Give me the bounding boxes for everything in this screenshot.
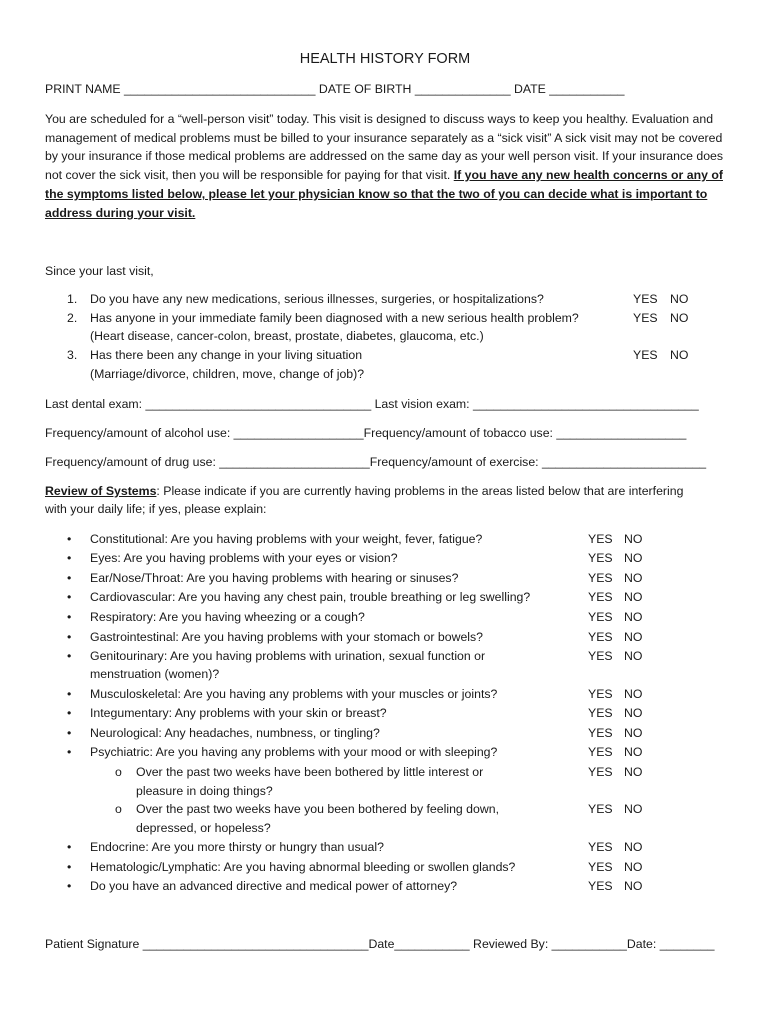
ros-yes-option[interactable]: YES [588, 610, 613, 624]
bullet-icon: • [67, 726, 72, 740]
ros-item-text: Respiratory: Are you having wheezing or a cough? [90, 610, 365, 624]
q3-number: 3. [67, 348, 78, 362]
bullet-icon: • [67, 840, 72, 854]
substance-line[interactable]: Frequency/amount of alcohol use: ___________________Frequency/amount of tobacco use: ___________________ [45, 426, 687, 440]
form-title: HEALTH HISTORY FORM [299, 51, 471, 67]
ros-no-option[interactable]: NO [624, 649, 643, 663]
q1-text: Do you have any new medications, serious illnesses, surgeries, or hospitalizations? [90, 292, 544, 306]
ros-no-option[interactable]: NO [624, 571, 643, 585]
bullet-icon: • [67, 879, 72, 893]
ros-item-text: Neurological: Any headaches, numbness, or tingling? [90, 726, 380, 740]
ros-no-option[interactable]: NO [624, 860, 643, 874]
ros-yes-option[interactable]: YES [588, 532, 613, 546]
q2-no[interactable]: NO [670, 311, 689, 325]
ros-yes-option[interactable]: YES [588, 765, 613, 779]
ros-no-option[interactable]: NO [624, 802, 643, 816]
ros-yes-option[interactable]: YES [588, 687, 613, 701]
bullet-icon: • [67, 610, 72, 624]
signature-line[interactable]: Patient Signature _________________________________Date___________ Reviewed By: ___________Date: ________ [45, 937, 715, 951]
ros-item-text: Ear/Nose/Throat: Are you having problems with hearing or sinuses? [90, 571, 459, 585]
ros-no-option[interactable]: NO [624, 745, 643, 759]
ros-no-option[interactable]: NO [624, 840, 643, 854]
bullet-icon: • [67, 571, 72, 585]
ros-item-text: Gastrointestinal: Are you having problems with your stomach or bowels? [90, 630, 484, 644]
ros-subitem-text-2: depressed, or hopeless? [136, 821, 271, 835]
q3-no[interactable]: NO [670, 348, 689, 362]
ros-no-option[interactable]: NO [624, 765, 643, 779]
ros-item-text: Cardiovascular: Are you having any chest pain, trouble breathing or leg swelling? [90, 590, 531, 604]
q3-yes[interactable]: YES [633, 348, 658, 362]
ros-no-option[interactable]: NO [624, 687, 643, 701]
since-label: Since your last visit, [45, 264, 154, 278]
ros-item-text: Eyes: Are you having problems with your eyes or vision? [90, 551, 398, 565]
ros-yes-option[interactable]: YES [588, 706, 613, 720]
ros-no-option[interactable]: NO [624, 551, 643, 565]
ros-intro-line1 [45, 484, 683, 499]
q3-text: Has there been any change in your living situation [90, 348, 363, 362]
bullet-icon: • [67, 745, 72, 759]
sub-bullet-icon: o [115, 765, 122, 779]
ros-yes-option[interactable]: YES [588, 590, 613, 604]
ros-item-text-2: menstruation (women)? [90, 667, 220, 681]
bullet-icon: • [67, 687, 72, 701]
ros-yes-option[interactable]: YES [588, 879, 613, 893]
ros-subitem-text: Over the past two weeks have been bothered by little interest or [136, 765, 484, 779]
q1-yes[interactable]: YES [633, 292, 658, 306]
bullet-icon: • [67, 551, 72, 565]
header-fields-line[interactable]: PRINT NAME ____________________________ DATE OF BIRTH ______________ DATE ___________ [45, 82, 625, 96]
ros-yes-option[interactable]: YES [588, 860, 613, 874]
ros-no-option[interactable]: NO [624, 590, 643, 604]
ros-no-option[interactable]: NO [624, 630, 643, 644]
ros-no-option[interactable]: NO [624, 706, 643, 720]
ros-intro-line2: with your daily life; if yes, please explain: [45, 502, 267, 516]
ros-no-option[interactable]: NO [624, 532, 643, 546]
ros-yes-option[interactable]: YES [588, 571, 613, 585]
bullet-icon: • [67, 590, 72, 604]
ros-no-option[interactable]: NO [624, 610, 643, 624]
drug-exercise-line[interactable]: Frequency/amount of drug use: ______________________Frequency/amount of exercise: ________________________ [45, 455, 707, 469]
ros-item-text: Integumentary: Any problems with your skin or breast? [90, 706, 387, 720]
bullet-icon: • [67, 630, 72, 644]
ros-yes-option[interactable]: YES [588, 649, 613, 663]
ros-heading: Review of Systems [45, 484, 157, 498]
ros-yes-option[interactable]: YES [588, 745, 613, 759]
q2-yes[interactable]: YES [633, 311, 658, 325]
ros-yes-option[interactable]: YES [588, 630, 613, 644]
ros-item-text: Constitutional: Are you having problems with your weight, fever, fatigue? [90, 532, 483, 546]
intro-text: You are scheduled for a “well-person visit” today. This visit is designed to discuss ways to keep you healthy. Evaluation and management of medical problems must be billed to your insurance separately as a “sick visit” A sick visit may not be covered by your insurance if those medical problems are addressed on the same day as your well person visit. If your insurance does not cover the sick visit, then you will be responsible for paying for that visit. [45, 112, 724, 183]
q1-no[interactable]: NO [670, 292, 689, 306]
ros-yes-option[interactable]: YES [588, 551, 613, 565]
q3-text-2: (Marriage/divorce, children, move, change of job)? [90, 367, 365, 381]
ros-yes-option[interactable]: YES [588, 726, 613, 740]
ros-yes-option[interactable]: YES [588, 840, 613, 854]
ros-no-option[interactable]: NO [624, 726, 643, 740]
exam-line[interactable]: Last dental exam: _________________________________ Last vision exam: _________________________________ [45, 397, 699, 411]
ros-no-option[interactable]: NO [624, 879, 643, 893]
bullet-icon: • [67, 706, 72, 720]
ros-subitem-text-2: pleasure in doing things? [136, 784, 273, 798]
q2-text: Has anyone in your immediate family been diagnosed with a new serious health problem? [90, 311, 579, 325]
intro-paragraph [45, 110, 725, 222]
ros-item-text: Hematologic/Lymphatic: Are you having abnormal bleeding or swollen glands? [90, 860, 516, 874]
bullet-icon: • [67, 649, 72, 663]
intro-emphasis: If you have any new health concerns or any of the symptoms listed below, please let your physician know so that the two of you can decide what is important to address during your visit. [45, 168, 723, 220]
ros-item-text: Endocrine: Are you more thirsty or hungry than usual? [90, 840, 384, 854]
sub-bullet-icon: o [115, 802, 122, 816]
q1-number: 1. [67, 292, 78, 306]
ros-yes-option[interactable]: YES [588, 802, 613, 816]
ros-item-text: Genitourinary: Are you having problems with urination, sexual function or [90, 649, 486, 663]
ros-text: : Please indicate if you are currently having problems in the areas listed below that are interfering [156, 484, 684, 498]
ros-subitem-text: Over the past two weeks have you been bothered by feeling down, [136, 802, 499, 816]
ros-item-text: Do you have an advanced directive and medical power of attorney? [90, 879, 458, 893]
bullet-icon: • [67, 532, 72, 546]
ros-item-text: Psychiatric: Are you having any problems with your mood or with sleeping? [90, 745, 498, 759]
q2-text-2: (Heart disease, cancer-colon, breast, prostate, diabetes, glaucoma, etc.) [90, 329, 484, 343]
q2-number: 2. [67, 311, 78, 325]
bullet-icon: • [67, 860, 72, 874]
ros-item-text: Musculoskeletal: Are you having any problems with your muscles or joints? [90, 687, 498, 701]
